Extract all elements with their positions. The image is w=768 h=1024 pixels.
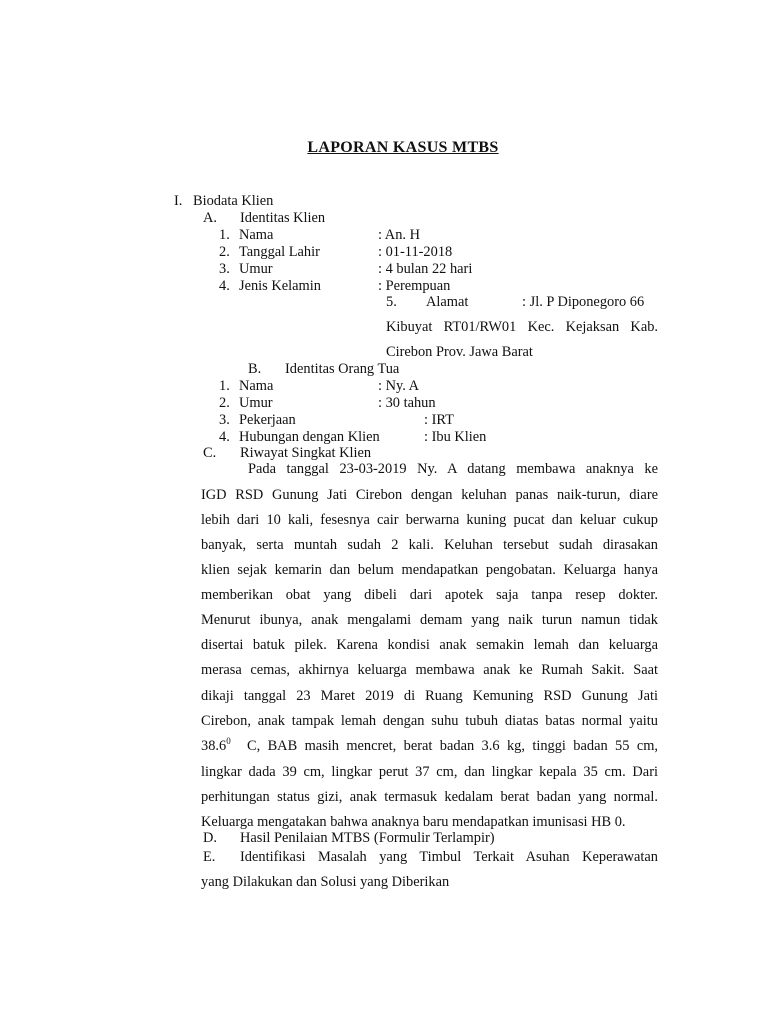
item-number: 1. [219, 378, 230, 394]
field-label: Jenis Kelamin [239, 278, 321, 294]
field-label: Pekerjaan [239, 412, 296, 428]
field-label: Nama [239, 378, 274, 394]
field-label: Tanggal Lahir [239, 244, 320, 260]
field-value: : IRT [424, 412, 454, 428]
paragraph-line: merasa cemas, akhirnya keluarga membawa anak ke Rumah Sakit. Saat [201, 662, 658, 678]
field-label: Nama [239, 227, 274, 243]
paragraph-line: Keluarga mengatakan bahwa anaknya baru mendapatkan imunisasi HB 0. [201, 814, 626, 830]
paragraph-line: lingkar dada 39 cm, lingkar perut 37 cm, dan lingkar kepala 35 cm. Dari [201, 764, 658, 780]
field-label: Alamat [426, 294, 469, 310]
subsection-letter: B. [248, 361, 262, 377]
temperature-rest: C, BAB masih mencret, berat badan 3.6 kg, tinggi badan 55 cm, [247, 738, 658, 754]
field-value: : Ny. A [378, 378, 420, 394]
subsection-heading: Identifikasi Masalah yang Timbul Terkait Asuhan Keperawatan [240, 849, 658, 865]
paragraph-line: klien sejak kemarin dan belum mendapatkan pengobatan. Keluarga hanya [201, 562, 658, 578]
field-value: : 01-11-2018 [378, 244, 453, 260]
paragraph-line: dikaji tanggal 23 Maret 2019 di Ruang Kemuning RSD Gunung Jati [201, 688, 658, 704]
subsection-letter: C. [203, 445, 217, 461]
section-number: I. [174, 193, 183, 209]
paragraph-line: banyak, serta muntah sudah 2 kali. Keluhan tersebut sudah dirasakan [201, 537, 658, 553]
item-number: 5. [386, 294, 397, 310]
item-number: 2. [219, 395, 230, 411]
field-value: : Perempuan [378, 278, 451, 294]
item-number: 4. [219, 278, 230, 294]
paragraph-line: IGD RSD Gunung Jati Cirebon dengan keluhan panas naik-turun, diare [201, 487, 658, 503]
temperature-value: 38.6$^0$ [201, 736, 231, 754]
subsection-letter: E. [203, 849, 216, 865]
paragraph-line-temperature [201, 738, 658, 755]
subsection-heading: Identitas Orang Tua [285, 361, 400, 377]
paragraph-line: Menurut ibunya, anak mengalami demam yang naik turun namun tidak [201, 612, 658, 628]
field-value: : 4 bulan 22 hari [378, 261, 473, 277]
item-number: 4. [219, 429, 230, 445]
item-number: 1. [219, 227, 230, 243]
field-label: Umur [239, 395, 273, 411]
item-number: 3. [219, 412, 230, 428]
address-line: Kibuyat RT01/RW01 Kec. Kejaksan Kab. [386, 319, 658, 335]
subsection-heading: Hasil Penilaian MTBS (Formulir Terlampir) [240, 830, 495, 846]
paragraph-line: lebih dari 10 kali, fesesnya cair berwarna kuning pucat dan keluar cukup [201, 512, 658, 528]
field-label: Hubungan dengan Klien [239, 429, 380, 445]
subsection-letter: D. [203, 830, 217, 846]
paragraph-line: memberikan obat yang dibeli dari apotek saja tanpa resep dokter. [201, 587, 658, 603]
paragraph-line: Cirebon, anak tampak lemah dengan suhu tubuh diatas batas normal yaitu [201, 713, 658, 729]
paragraph-line: Pada tanggal 23-03-2019 Ny. A datang membawa anaknya ke [248, 461, 658, 477]
subsection-letter: A. [203, 210, 217, 226]
item-number: 2. [219, 244, 230, 260]
field-label: Umur [239, 261, 273, 277]
subsection-heading: Identitas Klien [240, 210, 326, 226]
subsection-heading-cont: yang Dilakukan dan Solusi yang Diberikan [201, 874, 450, 890]
page-title: LAPORAN KASUS MTBS [307, 139, 499, 156]
item-number: 3. [219, 261, 230, 277]
subsection-heading: Riwayat Singkat Klien [240, 445, 372, 461]
field-value: : Jl. P Diponegoro 66 [522, 294, 645, 310]
address-line: Cirebon Prov. Jawa Barat [386, 344, 533, 360]
field-value: : Ibu Klien [424, 429, 487, 445]
field-value: : An. H [378, 227, 420, 243]
paragraph-line: perhitungan status gizi, anak termasuk kedalam berat badan yang normal. [201, 789, 658, 805]
section-heading: Biodata Klien [193, 193, 274, 209]
field-value: : 30 tahun [378, 395, 436, 411]
paragraph-line: disertai batuk pilek. Karena kondisi anak semakin lemah dan keluarga [201, 637, 658, 653]
